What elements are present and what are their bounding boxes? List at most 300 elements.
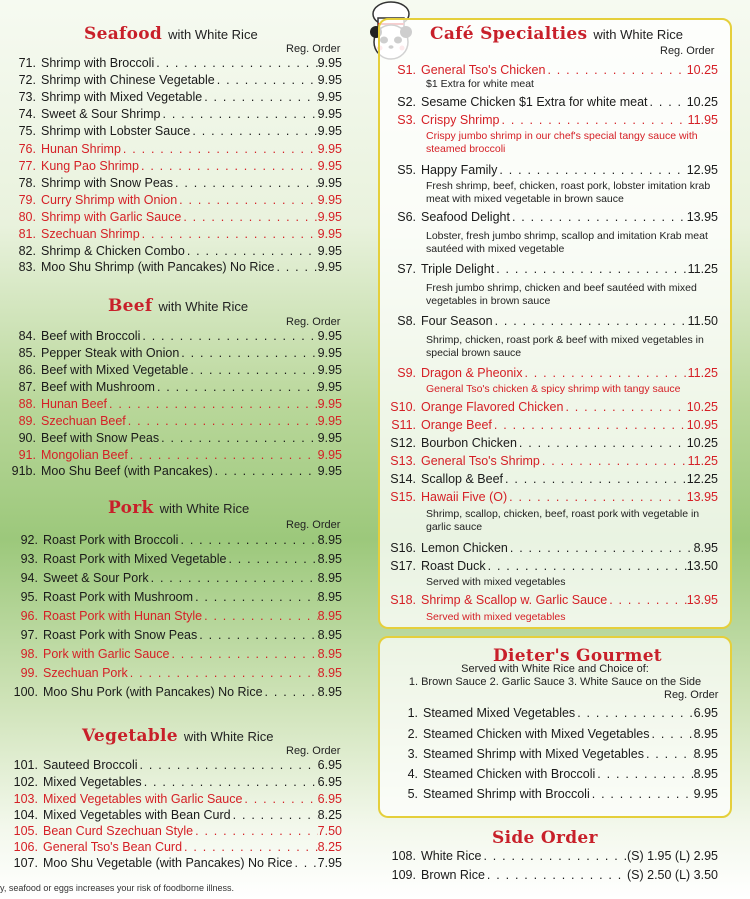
item-price: 8.95 — [317, 609, 342, 623]
item-number: 85. — [18, 346, 36, 360]
dot-leader — [188, 363, 317, 377]
dot-leader — [173, 176, 318, 190]
dot-leader — [178, 533, 317, 547]
menu-item — [8, 758, 342, 772]
item-price: 9.95 — [317, 464, 342, 478]
dieter-reg-order-label: Reg. Order — [664, 689, 719, 701]
item-name: Sesame Chicken $1 Extra for white meat — [421, 95, 648, 109]
item-number: 89. — [18, 414, 36, 428]
item-number: 82. — [18, 244, 36, 258]
item-description: Shrimp, scallop, chicken, beef, roast pork with vegetable in garlic sauce — [426, 508, 700, 533]
item-name: Szechuan Shrimp — [41, 227, 140, 241]
item-number: 99. — [20, 666, 38, 680]
seafood-title-row — [84, 24, 258, 44]
item-number: 96. — [20, 609, 38, 623]
item-number: S9. — [397, 366, 416, 380]
item-price: 9.95 — [317, 346, 342, 360]
item-price: 6.95 — [317, 758, 342, 772]
menu-item — [8, 124, 342, 138]
menu-item — [8, 363, 342, 377]
item-number: 86. — [18, 363, 36, 377]
item-name: Dragon & Pheonix — [421, 366, 523, 380]
beef-reg-order-label: Reg. Order — [286, 316, 341, 328]
item-price: 9.95 — [317, 414, 342, 428]
item-name: Mixed Vegetables with Garlic Sauce — [43, 792, 243, 806]
item-price: 10.25 — [686, 95, 718, 109]
item-name: Beef with Broccoli — [41, 329, 141, 343]
item-price: 11.25 — [687, 454, 718, 468]
menu-item — [8, 590, 342, 604]
item-price: (S) 1.95 (L) 2.95 — [626, 849, 718, 863]
item-name: Beef with Snow Peas — [41, 431, 160, 445]
item-number: 75. — [18, 124, 36, 138]
item-number: S8. — [397, 314, 416, 328]
beef-title-row — [108, 296, 248, 316]
dot-leader — [149, 571, 318, 585]
item-number: S12. — [390, 436, 416, 450]
item-number: S3. — [397, 113, 416, 127]
dot-leader — [274, 260, 317, 274]
dot-leader — [202, 609, 318, 623]
item-name: Sweet & Sour Shrimp — [41, 107, 161, 121]
dot-leader — [126, 414, 318, 428]
item-price: 6.95 — [693, 706, 718, 720]
menu-item — [8, 159, 342, 173]
cafe-subtitle: with White Rice — [593, 27, 683, 42]
item-price: 11.25 — [687, 366, 718, 380]
menu-item — [386, 849, 718, 863]
item-number: 2. — [407, 727, 418, 741]
item-name: Roast Pork with Broccoli — [43, 533, 179, 547]
item-name: Mixed Vegetables — [43, 775, 142, 789]
item-name: Curry Shrimp with Onion — [41, 193, 178, 207]
item-price: 8.25 — [317, 840, 342, 854]
item-name: Kung Pao Shrimp — [41, 159, 139, 173]
item-name: Steamed Chicken with Broccoli — [423, 767, 596, 781]
menu-item — [8, 808, 342, 822]
item-name: Roast Pork with Snow Peas — [43, 628, 198, 642]
item-name: Shrimp with Lobster Sauce — [41, 124, 191, 138]
footer-notice: y, seafood or eggs increases your risk of foodborne illness. — [0, 883, 234, 893]
dot-leader — [650, 727, 694, 741]
item-description: Fresh shrimp, beef, chicken, roast pork, lobster imitation krab meat with mixed vegetable in brown sauce — [426, 180, 711, 205]
item-price: 9.95 — [317, 329, 342, 343]
item-price: 9.95 — [317, 56, 342, 70]
item-name: Seafood Delight — [421, 210, 510, 224]
item-name: Pepper Steak with Onion — [41, 346, 180, 360]
menu-item — [386, 472, 718, 486]
dot-leader — [142, 775, 318, 789]
item-name: White Rice — [421, 849, 482, 863]
menu-item — [8, 431, 342, 445]
item-number: 92. — [20, 533, 38, 547]
item-number: 104. — [13, 808, 38, 822]
menu-item — [8, 227, 342, 241]
dot-leader — [107, 397, 318, 411]
seafood-subtitle: with White Rice — [168, 27, 258, 42]
item-number: 97. — [20, 628, 38, 642]
item-name: Shrimp with Snow Peas — [41, 176, 174, 190]
item-number: S11. — [391, 418, 416, 432]
menu-item — [8, 107, 342, 121]
menu-item — [8, 609, 342, 623]
dot-leader — [481, 849, 627, 863]
item-number: S18. — [390, 593, 416, 607]
dot-leader — [507, 490, 687, 504]
menu-item — [8, 448, 342, 462]
item-number: S5. — [397, 163, 416, 177]
menu-item — [386, 210, 718, 224]
dot-leader — [215, 73, 318, 87]
item-name: Sauteed Broccoli — [43, 758, 138, 772]
menu-item — [396, 787, 718, 801]
menu-item — [386, 366, 718, 380]
item-name: Mongolian Beef — [41, 448, 128, 462]
item-number: S1. — [397, 63, 416, 77]
item-number: 91. — [18, 448, 36, 462]
item-name: Scallop & Beef — [421, 472, 503, 486]
dot-leader — [485, 868, 627, 882]
side-title-row — [492, 828, 598, 848]
item-name: Crispy Shrimp — [421, 113, 500, 127]
item-name: Orange Flavored Chicken — [421, 400, 564, 414]
dot-leader — [492, 418, 687, 432]
item-price: 8.95 — [317, 628, 342, 642]
item-price: 12.25 — [686, 472, 718, 486]
item-price: 6.95 — [317, 792, 342, 806]
seafood-title: Seafood — [84, 24, 163, 44]
dot-leader — [197, 628, 317, 642]
item-price: 9.95 — [317, 159, 342, 173]
dot-leader — [522, 366, 687, 380]
item-name: Steamed Chicken with Mixed Vegetables — [423, 727, 650, 741]
item-price: 9.95 — [317, 244, 342, 258]
menu-item — [396, 767, 718, 781]
pork-reg-order-label: Reg. Order — [286, 519, 341, 531]
item-number: 76. — [18, 142, 36, 156]
item-number: 74. — [18, 107, 36, 121]
item-price: 9.95 — [317, 448, 342, 462]
dot-leader — [540, 454, 688, 468]
item-number: 98. — [20, 647, 38, 661]
vegetable-subtitle: with White Rice — [183, 729, 274, 744]
item-price: 13.95 — [686, 210, 718, 224]
menu-item — [396, 727, 718, 741]
item-name: Brown Rice — [421, 868, 485, 882]
menu-item — [8, 647, 342, 661]
cafe-title: Café Specialties — [430, 24, 588, 44]
item-name: Hunan Shrimp — [41, 142, 121, 156]
menu-item — [386, 262, 718, 276]
item-name: Four Season — [421, 314, 493, 328]
dot-leader — [494, 262, 687, 276]
menu-item — [8, 56, 342, 70]
item-price: 12.95 — [686, 163, 718, 177]
dot-leader — [510, 210, 687, 224]
menu-item — [386, 490, 718, 504]
item-name: Shrimp with Chinese Vegetable — [41, 73, 215, 87]
menu-item — [386, 436, 718, 450]
item-name: Shrimp with Garlic Sauce — [41, 210, 182, 224]
dieter-sauce-choices: 1. Brown Sauce 2. Garlic Sauce 3. White Sauce on the Side — [408, 676, 702, 688]
menu-item — [8, 73, 342, 87]
dot-leader — [242, 792, 317, 806]
item-name: Roast Pork with Mushroom — [43, 590, 194, 604]
item-name: Moo Shu Vegetable (with Pancakes) No Rice — [43, 856, 293, 870]
item-number: 94. — [20, 571, 38, 585]
dot-leader — [292, 856, 317, 870]
dot-leader — [503, 472, 687, 486]
menu-item — [8, 856, 342, 870]
dot-leader — [508, 541, 694, 555]
item-price: 9.95 — [317, 107, 342, 121]
item-price: 9.95 — [317, 90, 342, 104]
item-name: Mixed Vegetables with Bean Curd — [43, 808, 231, 822]
item-price: 9.95 — [317, 124, 342, 138]
item-description: Crispy jumbo shrimp in our chef's special tangy sauce with steamed broccoli — [426, 130, 698, 155]
item-name: Roast Pork with Hunan Style — [43, 609, 203, 623]
dieter-title: Dieter's Gourmet — [493, 646, 662, 666]
item-price: 9.95 — [317, 142, 342, 156]
menu-item — [8, 90, 342, 104]
item-number: 87. — [18, 380, 36, 394]
dot-leader — [644, 747, 694, 761]
item-number: 106. — [13, 840, 38, 854]
item-name: Hunan Beef — [41, 397, 108, 411]
item-price: 13.50 — [686, 559, 718, 573]
item-price: 8.95 — [317, 647, 342, 661]
dot-leader — [607, 593, 687, 607]
menu-item — [8, 552, 342, 566]
beef-subtitle: with White Rice — [158, 299, 249, 314]
menu-item — [8, 210, 342, 224]
dot-leader — [563, 400, 686, 414]
dot-leader — [231, 808, 318, 822]
dot-leader — [159, 431, 318, 445]
item-price: 10.25 — [686, 400, 718, 414]
item-price: 9.95 — [317, 193, 342, 207]
item-price: 9.95 — [317, 363, 342, 377]
dot-leader — [128, 666, 318, 680]
menu-item — [386, 314, 718, 328]
item-name: Bean Curd Szechuan Style — [43, 824, 194, 838]
menu-item — [8, 628, 342, 642]
item-number: 109. — [391, 868, 416, 882]
dot-leader — [121, 142, 318, 156]
dot-leader — [140, 227, 318, 241]
item-price: 11.25 — [687, 262, 718, 276]
menu-item — [386, 95, 718, 109]
menu-item — [386, 63, 718, 77]
item-number: 4. — [407, 767, 418, 781]
item-description: Served with mixed vegetables — [426, 611, 566, 623]
seafood-reg-order-label: Reg. Order — [286, 43, 341, 55]
dot-leader — [140, 329, 317, 343]
item-description: Fresh jumbo shrimp, chicken and beef sautéed with mixed vegetables in brown sauce — [426, 282, 697, 307]
dot-leader — [500, 113, 688, 127]
item-name: Moo Shu Pork (with Pancakes) No Rice — [43, 685, 263, 699]
item-number: 107. — [13, 856, 38, 870]
item-name: Steamed Mixed Vegetables — [423, 706, 576, 720]
menu-item — [8, 792, 342, 806]
dot-leader — [177, 193, 318, 207]
item-price: 10.25 — [686, 436, 718, 450]
dot-leader — [182, 840, 318, 854]
item-price: 8.95 — [317, 571, 342, 585]
item-price: 7.95 — [317, 856, 342, 870]
dot-leader — [169, 647, 317, 661]
item-number: S16. — [390, 541, 416, 555]
menu-item — [8, 824, 342, 838]
dot-leader — [493, 314, 688, 328]
dot-leader — [590, 787, 694, 801]
item-price: 6.95 — [317, 775, 342, 789]
cafe-reg-order-label: Reg. Order — [660, 45, 715, 57]
dot-leader — [226, 552, 317, 566]
menu-item — [8, 329, 342, 343]
item-name: Shrimp with Mixed Vegetable — [41, 90, 203, 104]
item-number: 78. — [18, 176, 36, 190]
dot-leader — [190, 124, 317, 138]
item-price: 8.95 — [317, 685, 342, 699]
item-price: 9.95 — [317, 210, 342, 224]
menu-item — [396, 747, 718, 761]
item-name: Szechuan Pork — [43, 666, 128, 680]
dot-leader — [497, 163, 686, 177]
item-number: 88. — [18, 397, 36, 411]
item-name: Shrimp with Broccoli — [41, 56, 155, 70]
item-price: 7.50 — [317, 824, 342, 838]
dot-leader — [193, 824, 318, 838]
menu-item — [396, 706, 718, 720]
item-price: 8.95 — [693, 747, 718, 761]
item-price: 8.95 — [693, 727, 718, 741]
dot-leader — [154, 56, 317, 70]
dot-leader — [486, 559, 687, 573]
item-name: Shrimp & Scallop w. Garlic Sauce — [421, 593, 608, 607]
item-number: 102. — [13, 775, 38, 789]
item-price: 9.95 — [317, 73, 342, 87]
item-number: 71. — [18, 56, 36, 70]
dot-leader — [138, 758, 318, 772]
item-number: S6. — [397, 210, 416, 224]
item-price: 9.95 — [317, 227, 342, 241]
menu-item — [8, 414, 342, 428]
menu-item — [386, 400, 718, 414]
item-name: Hawaii Five (O) — [421, 490, 508, 504]
item-number: 108. — [391, 849, 416, 863]
menu-item — [386, 163, 718, 177]
item-name: Beef with Mixed Vegetable — [41, 363, 189, 377]
item-number: 77. — [18, 159, 36, 173]
menu-item — [8, 666, 342, 680]
menu-item — [8, 142, 342, 156]
item-number: S13. — [390, 454, 416, 468]
item-number: 101. — [13, 758, 38, 772]
menu-item — [8, 533, 342, 547]
pork-title-row — [108, 498, 249, 518]
item-price: 9.95 — [317, 380, 342, 394]
side-title: Side Order — [492, 828, 598, 848]
item-price: 8.95 — [693, 541, 718, 555]
dot-leader — [179, 346, 317, 360]
item-number: 80. — [18, 210, 36, 224]
item-price: 9.95 — [693, 787, 718, 801]
item-number: 103. — [13, 792, 38, 806]
dot-leader — [193, 590, 318, 604]
item-name: General Tso's Bean Curd — [43, 840, 183, 854]
vegetable-reg-order-label: Reg. Order — [286, 745, 341, 757]
item-price: 8.95 — [317, 552, 342, 566]
item-description: $1 Extra for white meat — [426, 78, 534, 90]
vegetable-title: Vegetable — [82, 726, 178, 746]
item-number: S10. — [390, 400, 416, 414]
item-description: General Tso's chicken & spicy shrimp with tangy sauce — [426, 383, 681, 395]
menu-item — [8, 380, 342, 394]
dot-leader — [185, 244, 318, 258]
item-number: 3. — [407, 747, 418, 761]
item-price: 11.95 — [687, 113, 718, 127]
item-price: 8.95 — [317, 590, 342, 604]
item-price: 10.25 — [686, 63, 718, 77]
dot-leader — [545, 63, 686, 77]
dot-leader — [595, 767, 693, 781]
item-price: 13.95 — [686, 593, 718, 607]
dot-leader — [128, 448, 318, 462]
vegetable-title-row — [82, 726, 273, 746]
menu-item — [386, 113, 718, 127]
item-name: Lemon Chicken — [421, 541, 508, 555]
menu-item — [8, 397, 342, 411]
item-number: S17. — [390, 559, 416, 573]
dot-leader — [202, 90, 317, 104]
dot-leader — [139, 159, 318, 173]
dot-leader — [575, 706, 693, 720]
item-price: 8.25 — [317, 808, 342, 822]
item-price: 8.95 — [317, 666, 342, 680]
item-price: 9.95 — [317, 176, 342, 190]
item-price: (S) 2.50 (L) 3.50 — [626, 868, 718, 882]
cafe-title-row — [430, 24, 683, 44]
item-number: 72. — [18, 73, 36, 87]
menu-item — [8, 840, 342, 854]
dot-leader — [517, 436, 687, 450]
item-name: Szechuan Beef — [41, 414, 126, 428]
menu-item — [8, 176, 342, 190]
item-number: 83. — [18, 260, 36, 274]
item-name: Moo Shu Shrimp (with Pancakes) No Rice — [41, 260, 275, 274]
menu-item — [8, 685, 342, 699]
item-number: S7. — [397, 262, 416, 276]
item-name: Happy Family — [421, 163, 498, 177]
item-number: 100. — [13, 685, 38, 699]
item-price: 13.95 — [686, 490, 718, 504]
menu-item — [386, 418, 718, 432]
menu-item — [386, 868, 718, 882]
item-name: Roast Pork with Mixed Vegetable — [43, 552, 227, 566]
menu-item — [8, 464, 342, 478]
item-number: 84. — [18, 329, 36, 343]
item-number: 81. — [18, 227, 36, 241]
item-number: 105. — [13, 824, 38, 838]
item-name: General Tso's Chicken — [421, 63, 546, 77]
item-number: 95. — [20, 590, 38, 604]
item-name: General Tso's Shrimp — [421, 454, 540, 468]
menu-item — [8, 775, 342, 789]
item-name: Moo Shu Beef (with Pancakes) — [41, 464, 213, 478]
item-name: Orange Beef — [421, 418, 492, 432]
dot-leader — [181, 210, 317, 224]
